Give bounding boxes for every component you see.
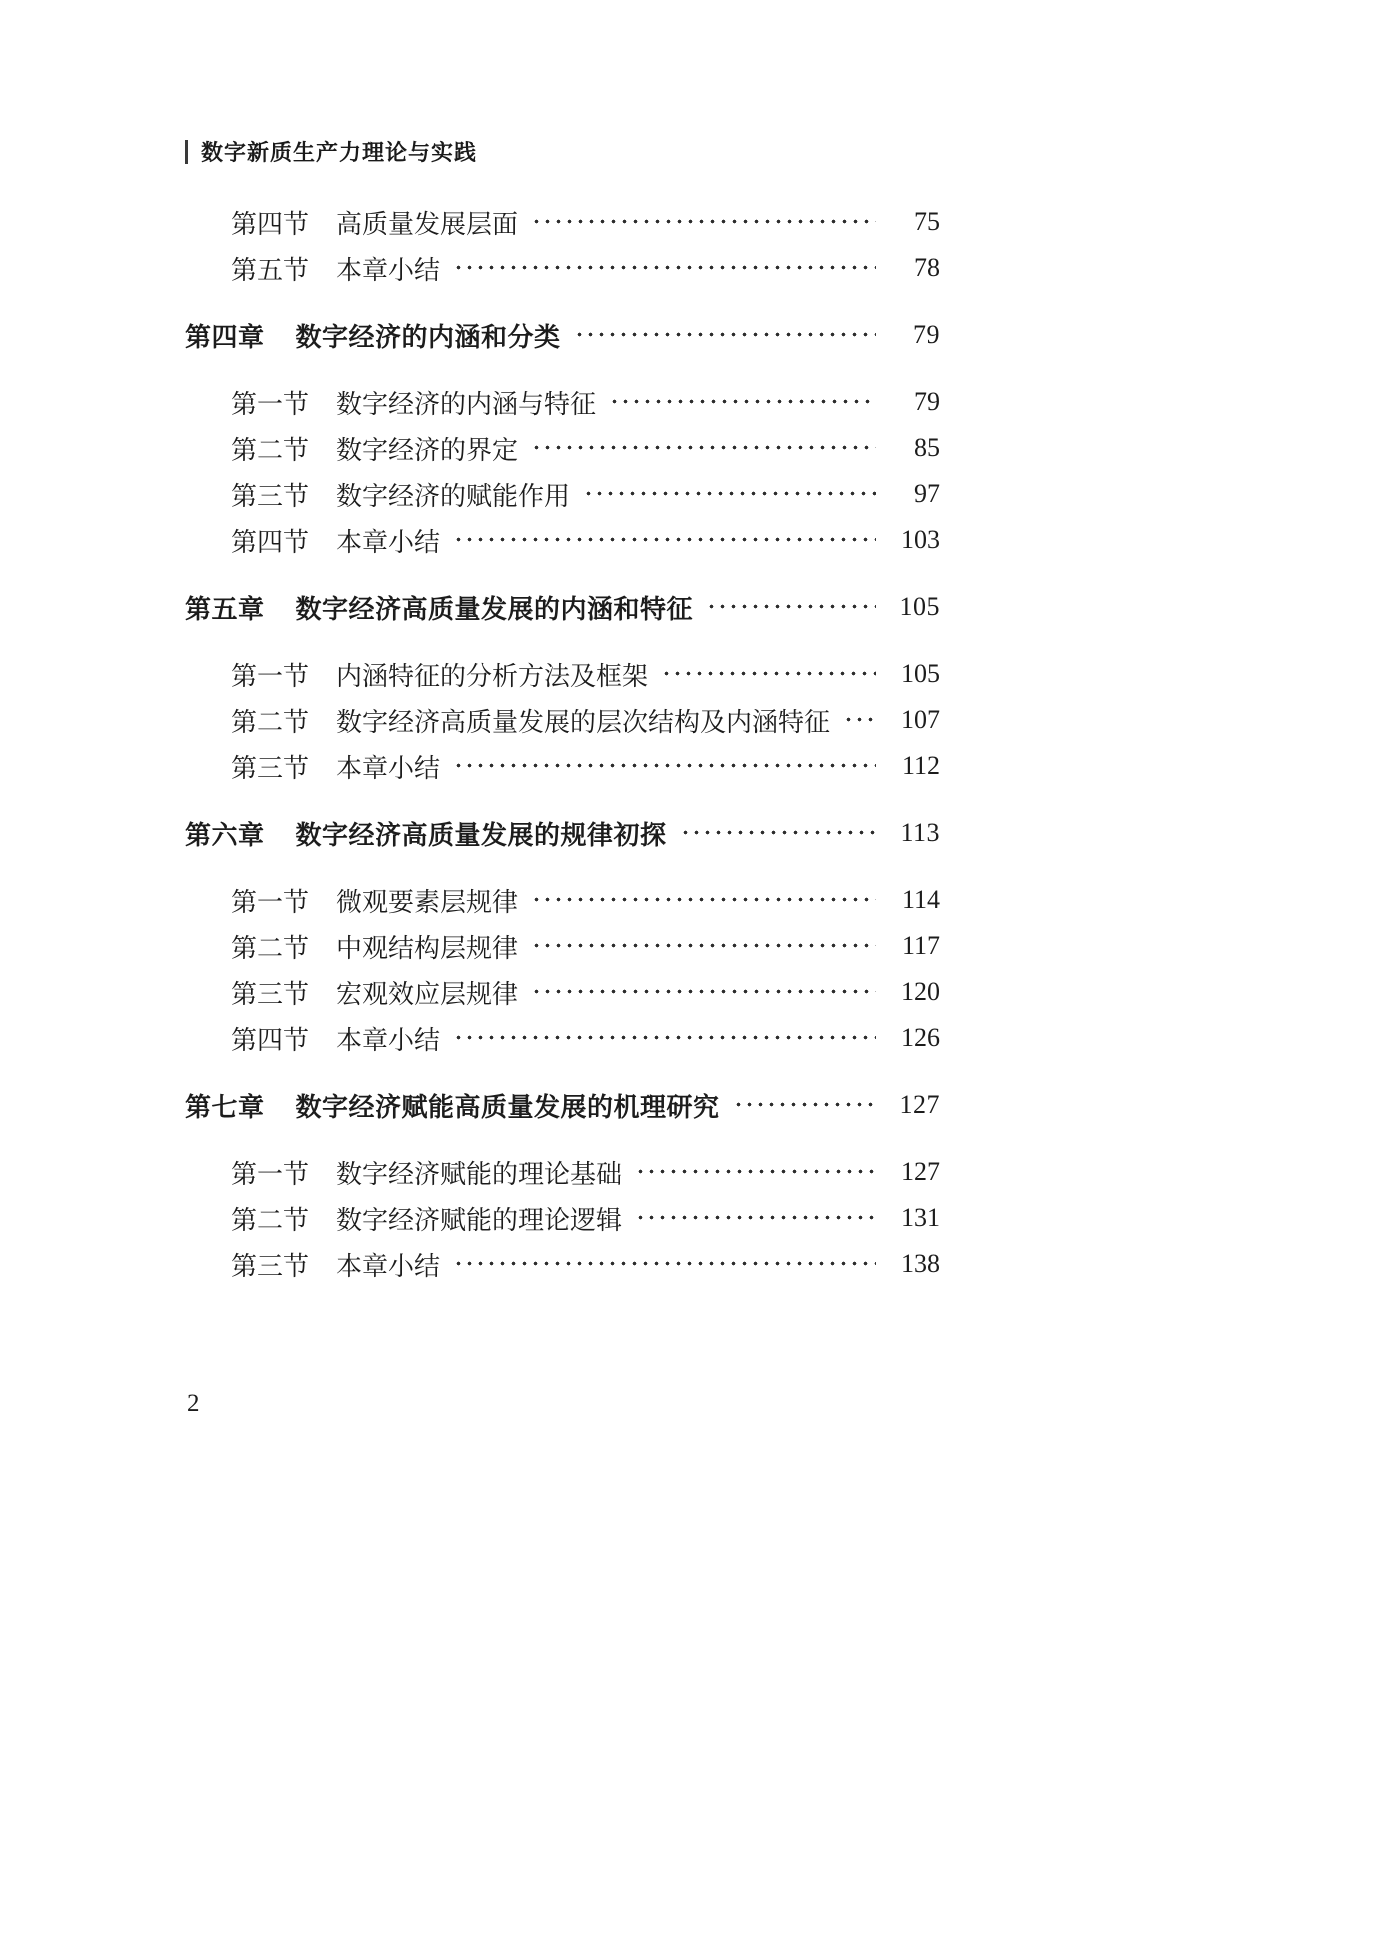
dot-leader xyxy=(531,932,876,961)
entry-label: 第二节 xyxy=(231,435,310,465)
toc-entry-section xyxy=(185,199,940,245)
dot-leader xyxy=(843,706,876,735)
dot-leader xyxy=(609,388,876,417)
entry-title: 数字经济赋能的理论基础 xyxy=(336,1159,623,1189)
entry-label: 第五节 xyxy=(231,255,310,285)
entry-label: 第四节 xyxy=(231,527,310,557)
entry-title: 数字经济高质量发展的内涵和特征 xyxy=(295,593,694,624)
dot-leader xyxy=(635,1204,876,1233)
entry-label: 第三节 xyxy=(231,753,310,783)
header-rule xyxy=(185,140,188,164)
dot-leader xyxy=(453,1250,876,1279)
toc-entry-section xyxy=(185,1195,940,1241)
dot-leader xyxy=(531,434,876,463)
entry-label: 第七章 xyxy=(185,1091,265,1122)
entry-label: 第一节 xyxy=(231,661,310,691)
entry-label: 第三节 xyxy=(231,979,310,1009)
toc-entry-section xyxy=(185,969,940,1015)
dot-leader xyxy=(531,978,876,1007)
entry-page: 127 xyxy=(901,1157,940,1186)
toc-entry-section xyxy=(185,1149,940,1195)
toc-entry-section xyxy=(185,923,940,969)
toc-entry-section xyxy=(185,651,940,697)
page-number: 2 xyxy=(187,1390,200,1417)
toc-entry-section xyxy=(185,245,940,291)
entry-title: 数字经济的赋能作用 xyxy=(336,481,571,511)
dot-leader xyxy=(531,886,876,915)
toc-entry-section xyxy=(185,379,940,425)
entry-title: 内涵特征的分析方法及框架 xyxy=(336,661,649,691)
entry-title: 微观要素层规律 xyxy=(336,887,519,917)
entry-page: 126 xyxy=(901,1023,940,1052)
dot-leader xyxy=(453,526,876,555)
entry-label: 第二节 xyxy=(231,707,310,737)
toc-entry-section xyxy=(185,425,940,471)
entry-label: 第六章 xyxy=(185,819,265,850)
entry-title: 本章小结 xyxy=(336,527,441,557)
entry-title: 本章小结 xyxy=(336,1251,441,1281)
entry-label: 第一节 xyxy=(231,1159,310,1189)
entry-title: 数字经济赋能的理论逻辑 xyxy=(336,1205,623,1235)
toc-entry-section xyxy=(185,471,940,517)
entry-label: 第五章 xyxy=(185,593,265,624)
entry-page: 112 xyxy=(901,751,940,780)
entry-title: 中观结构层规律 xyxy=(336,933,519,963)
dot-leader xyxy=(453,1024,876,1053)
entry-page: 75 xyxy=(914,207,940,236)
entry-title: 数字经济的内涵和分类 xyxy=(295,321,561,352)
dot-leader xyxy=(733,1091,876,1120)
entry-page: 79 xyxy=(913,320,940,349)
entry-label: 第三节 xyxy=(231,1251,310,1281)
entry-page: 85 xyxy=(914,433,940,462)
entry-title: 本章小结 xyxy=(336,1025,441,1055)
entry-page: 105 xyxy=(899,592,940,621)
toc-list xyxy=(185,199,940,1287)
entry-page: 117 xyxy=(901,931,940,960)
toc-entry-section xyxy=(185,517,940,563)
toc-entry-section xyxy=(185,1015,940,1061)
dot-leader xyxy=(706,593,876,622)
entry-title: 本章小结 xyxy=(336,753,441,783)
entry-title: 数字经济的内涵与特征 xyxy=(336,389,597,419)
entry-label: 第四章 xyxy=(185,321,265,352)
entry-page: 78 xyxy=(914,253,940,282)
dot-leader xyxy=(453,254,876,283)
entry-label: 第一节 xyxy=(231,887,310,917)
entry-page: 138 xyxy=(901,1249,940,1278)
dot-leader xyxy=(635,1158,876,1187)
toc-entry-chapter xyxy=(185,810,940,856)
entry-page: 79 xyxy=(914,387,940,416)
dot-leader xyxy=(453,752,876,781)
toc-entry-section xyxy=(185,697,940,743)
entry-title: 数字经济的界定 xyxy=(336,435,519,465)
entry-title: 高质量发展层面 xyxy=(336,209,519,239)
entry-page: 127 xyxy=(899,1090,940,1119)
entry-page: 113 xyxy=(900,818,940,847)
toc-entry-section xyxy=(185,877,940,923)
toc-entry-chapter xyxy=(185,584,940,630)
dot-leader xyxy=(680,819,876,848)
entry-title: 数字经济高质量发展的层次结构及内涵特征 xyxy=(336,707,831,737)
entry-page: 103 xyxy=(901,525,940,554)
entry-page: 120 xyxy=(901,977,940,1006)
page-header xyxy=(185,136,477,167)
dot-leader xyxy=(583,480,876,509)
toc-entry-section xyxy=(185,1241,940,1287)
entry-label: 第二节 xyxy=(231,1205,310,1235)
entry-title: 数字经济高质量发展的规律初探 xyxy=(295,819,667,850)
entry-title: 数字经济赋能高质量发展的机理研究 xyxy=(295,1091,720,1122)
entry-page: 114 xyxy=(901,885,940,914)
toc-entry-chapter xyxy=(185,1082,940,1128)
entry-label: 第二节 xyxy=(231,933,310,963)
entry-title: 本章小结 xyxy=(336,255,441,285)
entry-page: 131 xyxy=(901,1203,940,1232)
toc-entry-section xyxy=(185,743,940,789)
entry-title: 宏观效应层规律 xyxy=(336,979,519,1009)
book-title: 数字新质生产力理论与实践 xyxy=(201,140,478,165)
entry-label: 第一节 xyxy=(231,389,310,419)
dot-leader xyxy=(531,208,876,237)
entry-page: 97 xyxy=(914,479,940,508)
entry-label: 第四节 xyxy=(231,1025,310,1055)
dot-leader xyxy=(574,321,876,350)
entry-page: 105 xyxy=(901,659,940,688)
entry-page: 107 xyxy=(901,705,940,734)
toc-entry-chapter xyxy=(185,312,940,358)
dot-leader xyxy=(661,660,876,689)
entry-label: 第四节 xyxy=(231,209,310,239)
entry-label: 第三节 xyxy=(231,481,310,511)
